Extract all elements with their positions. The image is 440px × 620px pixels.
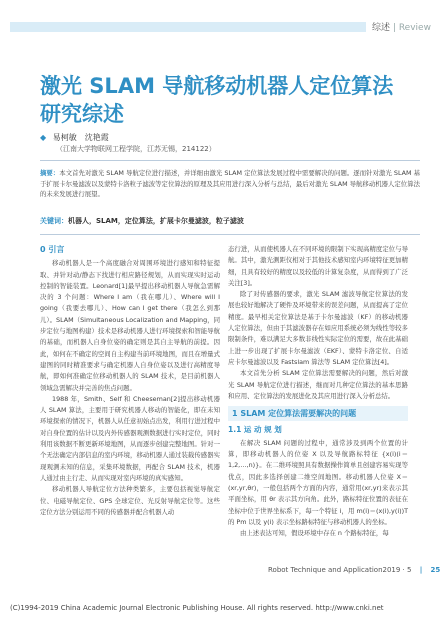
section-label-zh: 综述	[372, 23, 391, 33]
abstract	[40, 168, 420, 200]
copyright-notice: (C)1994-2019 China Academic Journal Electronic Publishing House. All rights reserved. http://www.cnki.net	[10, 604, 384, 612]
paragraph: 本文首先分析 SLAM 定位算法需要解决的问题，然后对激光 SLAM 导航定位进行描述，继而对几种定位算法的基本思路和应用、定位算法的发展进化及其应用进行深入分析总结。	[228, 369, 408, 400]
left-column	[40, 244, 220, 518]
right-column	[228, 244, 408, 539]
abstract-label: 摘要：	[40, 169, 60, 177]
paragraph: 移动机器人导航定位方法种类繁多，主要包括视觉导航定位、电磁导航定位、GPS 全球定位、光反射导航定位等。这些定位方法分别运用不同的传感器并配合机器人动	[40, 485, 220, 516]
affiliation: （江南大学物联网工程学院，江苏无锡，214122）	[56, 145, 216, 153]
journal-name: Robot Technique and Application2019 · 5	[268, 566, 412, 574]
page-header	[0, 0, 440, 38]
intro-heading: 0 引言	[40, 245, 65, 254]
abstract-text: 本文首先对激光 SLAM 导航定位进行描述，并详细由激光 SLAM 定位算法发展过程中需要解决的问题。逐而针对激光 SLAM 基于扩展卡尔曼滤波以及蒙特卡洛粒子滤波等定位算法的原理及其应用进行深入分析与总结，最后对激光 SLAM 导航移动机器人定位算法的未来发展进行展望。	[40, 169, 421, 198]
keywords-label: 关键词：	[40, 217, 68, 225]
divider	[40, 160, 420, 161]
paragraph: 移动机器人是一个高度融合对周围环境进行感知和特征提取、并针对动/静态下找进行相应路径规划，从而实现实时运动控制的智能装置。Leonard[1]最早提出移动机器人导航急需解决的 3 个问题：Where I am（我在哪儿）、Where will I going（我要去哪儿）、How can I get there（我怎么到那儿）。SLAM（Simultaneous Localization and Mapping，同步定位与地图构建）技术是移动机器人进行环境探索和智能导航的基础，而机器人自身位姿的确定则是其自主导航的前提。因此，如何在不确定的空间自主构建当前环境地图，而且在增量式建图的同时精准要求与确定机器人自身位姿以及进行高精度导航，即如何准确定位移动机器人的 SLAM 技术，是目前机器人领域急需解决并完善的焦点问题。	[40, 259, 220, 392]
keywords	[40, 216, 420, 226]
paragraph: 由上述表达可知，假设环境中存在 n 个路标特征，每	[240, 529, 389, 538]
paragraph: 除了对传感器的要求，激光 SLAM 滤波导航定位算法的发展也较好地解决了硬件及环境带来的误差问题，从而提高了定位精度。最早相关定位算法是基于卡尔曼滤波（KF）的移动机器人定位算法，但由于其滤波器存在如应用系统必须为线性等较多限制条件，难以满足大多数非线性实际定位的需要，故在此基础上进一步出现了扩展卡尔曼滤波（EKF）、蒙特卡洛定位、自适应卡尔曼滤波以及 Fastslam 算法等 SLAM 定位算法[4]。	[228, 290, 408, 366]
section-heading: 1 SLAM 定位算法需要解决的问题	[228, 406, 408, 421]
article-title: 激光 SLAM 导航移动机器人定位算法研究综述	[40, 74, 394, 126]
page-footer: Robot Technique and Application2019 · 5 | 25	[268, 566, 440, 574]
authors: 易柯敏 沈艳霞	[52, 133, 109, 142]
header-band	[10, 22, 366, 32]
section-label: 综述 | Review	[372, 23, 431, 33]
paragraph: 1988 年，Smith、Self 和 Cheeseman[2]提出移动机器人 SLAM 算法，主要用于研究机器人移动的智能化，即在未知环境探索的情况下，机器人从任意初始点出发，利用行进过程中对自身位置的估计以及内外传感器观测数据进行实时定位，同时利用该数据不断更新环境地图，从而逐步创建完整地图。针对一个无法确定内部信息的室内环境，移动机器人通过装载传感器实现观测未知的信息，采集环境数据，再配合 SLAM 技术，机器人通过由主行走、从而实现对室内环境的真实感知。	[40, 394, 220, 482]
section-label-en: Review	[398, 23, 431, 33]
author-line	[40, 132, 109, 143]
bullet-icon: ◆	[40, 133, 47, 142]
paragraph: 态行进，从而使机器人在不同环境的限制下实现高精度定位与导航。其中，激光测距仪相对于其他技术感知室内环境特征更加精细，且具有较好的精度以及较低的计算复杂度，从而得到了广泛关注[3]。	[228, 245, 408, 287]
page-number: 25	[430, 566, 440, 574]
divider	[40, 234, 420, 235]
keywords-text: 机器人，SLAM，定位算法，扩展卡尔曼滤波，粒子滤波	[68, 217, 244, 225]
paragraph: 在解决 SLAM 问题的过程中，通常涉及到两个位置的计算，即移动机器人的位姿 X 以及导航路标特征 {x(i)(i＝1,2,…,n)}。在二维环境照具有数据操作简单且创建容易实现等优点，因此多选择创建二维空间地图。移动机器人位姿 X＝(xr,yr,θr)，一般包括两个方面的内容，通常用(xr,yr)来表示其平面坐标，用 θr 表示其方向角。此外，路标特征位置的表征在坐标中位于世界坐标系下，每一个特征 i，用 m(i)＝(x(i),y(i))T 的 Pm 以及 y(i) 表示坐标路标特征与移动机器人的坐标。	[228, 438, 408, 526]
subsection-heading: 1.1 运 动 规 划	[228, 425, 282, 435]
